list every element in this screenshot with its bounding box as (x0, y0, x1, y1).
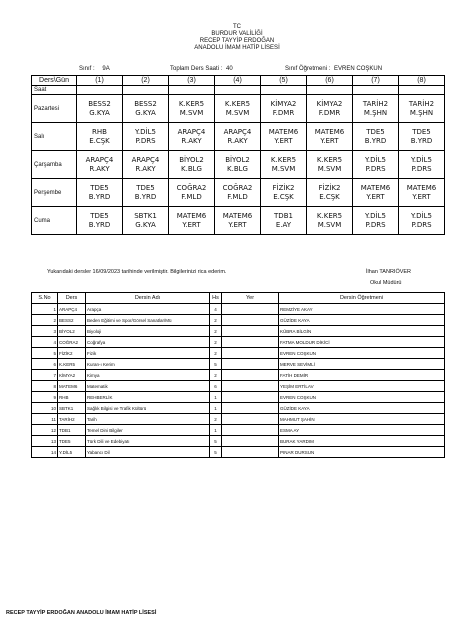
lesson-name: Türk Dili ve Edebiyatı (86, 436, 210, 447)
timetable-cell (215, 151, 261, 179)
lesson-hours: 2 (210, 414, 222, 425)
lesson-code: TDE5 (136, 183, 155, 192)
col-header-code: Ders (58, 293, 86, 304)
table-row (32, 315, 445, 326)
header-tc: TC (233, 24, 241, 30)
period-header: (6) (307, 76, 353, 86)
lesson-code: KİMYA2 (58, 370, 86, 381)
lesson-code: BESS2 (58, 315, 86, 326)
lesson-teacher: EVREN COŞKUN (279, 392, 445, 403)
lesson-name: Sağlık Bilgisi ve Trafik Kültürü (86, 403, 210, 414)
timetable-cell (261, 151, 307, 179)
lesson-code: TDB1 (58, 425, 86, 436)
teacher-code: M.SVM (317, 164, 342, 173)
teacher-code: Y.ERT (320, 136, 339, 145)
teacher-code: P.DRS (135, 136, 156, 145)
lesson-code: ARAPÇ4 (223, 127, 252, 136)
teacher-code: M.SVM (271, 164, 296, 173)
lesson-teacher: MAHMUT ŞAHİN (279, 414, 445, 425)
lesson-code: SBTK1 (58, 403, 86, 414)
lesson-code: MATEM6 (268, 127, 299, 136)
timetable-cell (399, 207, 445, 235)
header-school-name-2: ANADOLU İMAM HATİP LİSESİ (194, 45, 280, 51)
teacher-code: E.CŞK (319, 192, 340, 201)
row-number: 1 (32, 304, 58, 315)
teacher-code: P.DRS (365, 220, 386, 229)
class-teacher-label: Sınıf Öğretmeni : (285, 66, 331, 72)
lesson-name: Tarih (86, 414, 210, 425)
lesson-room (222, 414, 279, 425)
lesson-code: TDE5 (90, 211, 109, 220)
timetable-cell (123, 207, 169, 235)
lesson-teacher: MERVE SEVİMLİ (279, 359, 445, 370)
teacher-code: F.MLD (227, 192, 248, 201)
table-row (32, 348, 445, 359)
row-number: 6 (32, 359, 58, 370)
table-row (32, 403, 445, 414)
timetable-cell (353, 123, 399, 151)
lesson-hours: 6 (210, 381, 222, 392)
teacher-code: B.YRD (364, 136, 387, 145)
lesson-code: ARAPÇ4 (177, 127, 206, 136)
lesson-room (222, 381, 279, 392)
total-hours-value: 40 (226, 66, 233, 72)
teacher-code: M.SVM (179, 108, 204, 117)
class-value: 9A (102, 66, 110, 72)
lesson-code: FİZİK2 (58, 348, 86, 359)
day-label: Çarşamba (32, 151, 77, 179)
lesson-room (222, 447, 279, 458)
row-number: 14 (32, 447, 58, 458)
teacher-code: Y.ERT (366, 192, 385, 201)
lesson-room (222, 326, 279, 337)
row-number: 9 (32, 392, 58, 403)
lesson-hours: 1 (210, 425, 222, 436)
header-governorship: BURDUR VALİLİĞİ (211, 31, 263, 37)
timetable-cell (215, 123, 261, 151)
timetable-cell (215, 95, 261, 123)
assignment-note: Yukarıdaki dersler 16/09/2023 tarihinde verilmiştir. Bilgilerinizi rica ederim. (47, 269, 227, 275)
period-header: (5) (261, 76, 307, 86)
col-header-hours: Hs (210, 293, 222, 304)
lesson-code: SBTK1 (134, 211, 157, 220)
period-header: (3) (169, 76, 215, 86)
row-number: 2 (32, 315, 58, 326)
timetable-cell (169, 123, 215, 151)
lesson-hours: 5 (210, 447, 222, 458)
lesson-room (222, 304, 279, 315)
timetable-cell (261, 207, 307, 235)
period-header: (8) (399, 76, 445, 86)
table-row (32, 381, 445, 392)
timetable-cell (261, 95, 307, 123)
teacher-code: R.AKY (181, 136, 202, 145)
lesson-teacher: KÜBRA BİLGİN (279, 326, 445, 337)
day-label: Salı (32, 123, 77, 151)
lesson-code: TARİH2 (362, 99, 389, 108)
teacher-code: Y.ERT (182, 220, 201, 229)
lesson-code: COĞRA2 (222, 183, 253, 192)
row-number: 5 (32, 348, 58, 359)
lesson-name: Matematik (86, 381, 210, 392)
lesson-code: Y.DİL5 (58, 447, 86, 458)
teacher-code: G.KYA (89, 108, 110, 117)
lesson-code: BİYOL2 (179, 155, 204, 164)
teacher-code: F.DMR (318, 108, 341, 117)
table-row (32, 370, 445, 381)
timetable-cell (261, 123, 307, 151)
lesson-list-table (31, 292, 445, 458)
lesson-room (222, 436, 279, 447)
lesson-code: K.KER5 (178, 99, 205, 108)
table-row (32, 414, 445, 425)
timetable-cell (77, 123, 123, 151)
teacher-code: E.AY (275, 220, 292, 229)
lesson-name: Kimya (86, 370, 210, 381)
lesson-code: TARİH2 (408, 99, 435, 108)
table-row (32, 326, 445, 337)
lesson-name: Temel Dini Bilgiler (86, 425, 210, 436)
table-row (32, 304, 445, 315)
timetable-cell (77, 151, 123, 179)
lesson-hours: 4 (210, 304, 222, 315)
col-header-no: S.No (32, 293, 58, 304)
timetable-cell (215, 207, 261, 235)
timetable-cell (399, 179, 445, 207)
lesson-code: RHB (58, 392, 86, 403)
timetable-cell (215, 179, 261, 207)
total-hours-info (170, 66, 233, 72)
timetable-day-row (32, 123, 445, 151)
timetable-cell (399, 151, 445, 179)
hour-label: Saat (32, 86, 77, 95)
teacher-code: Y.ERT (412, 192, 431, 201)
timetable-day-row (32, 179, 445, 207)
lesson-code: FİZİK2 (318, 183, 341, 192)
lesson-room (222, 403, 279, 414)
teacher-code: P.DRS (411, 220, 432, 229)
class-info (79, 66, 110, 72)
timetable-cell (169, 179, 215, 207)
day-label: Cuma (32, 207, 77, 235)
timetable-corner: Ders\Gün (32, 76, 77, 86)
teacher-code: K.BLG (181, 164, 202, 173)
teacher-code: Y.ERT (274, 136, 293, 145)
lesson-hours: 5 (210, 359, 222, 370)
lesson-code: MATEM6 (58, 381, 86, 392)
lesson-hours: 1 (210, 403, 222, 414)
lesson-code: K.KER5 (270, 155, 297, 164)
timetable-cell (169, 95, 215, 123)
lesson-teacher: YEŞİM ERTİLAV (279, 381, 445, 392)
lesson-code: MATEM6 (176, 211, 207, 220)
lesson-room (222, 425, 279, 436)
timetable-cell (123, 151, 169, 179)
lesson-code: KİMYA2 (270, 99, 297, 108)
principal-name: İlhan TANRIÖVER (366, 269, 412, 275)
timetable-day-row (32, 151, 445, 179)
teacher-code: E.CŞK (89, 136, 110, 145)
lesson-name: REHBERLİK (86, 392, 210, 403)
timetable-cell (307, 207, 353, 235)
footer-school-name: RECEP TAYYİP ERDOĞAN ANADOLU İMAM HATİP LİSESİ (6, 610, 157, 616)
timetable-cell (261, 179, 307, 207)
timetable-cell (307, 179, 353, 207)
teacher-code: F.DMR (272, 108, 295, 117)
total-hours-label: Toplam Ders Saati : (170, 66, 223, 72)
lesson-code: Y.DİL5 (411, 155, 432, 164)
teacher-code: B.YRD (88, 192, 111, 201)
lesson-code: Y.DİL5 (411, 211, 432, 220)
lesson-code: BİYOL2 (58, 326, 86, 337)
lesson-code: K.KER5 (316, 211, 343, 220)
table-row (32, 337, 445, 348)
class-teacher-info (285, 66, 382, 72)
lesson-code: Y.DİL5 (135, 127, 156, 136)
lesson-code: KİMYA2 (316, 99, 343, 108)
lesson-code: TDE5 (90, 183, 109, 192)
teacher-code: M.SVM (317, 220, 342, 229)
lesson-code: COĞRA2 (58, 337, 86, 348)
teacher-code: Y.ERT (228, 220, 247, 229)
lesson-code: TDE5 (412, 127, 431, 136)
lesson-room (222, 348, 279, 359)
teacher-code: R.AKY (135, 164, 156, 173)
period-header: (4) (215, 76, 261, 86)
day-label: Perşembe (32, 179, 77, 207)
row-number: 11 (32, 414, 58, 425)
lesson-name: Fizik (86, 348, 210, 359)
timetable-cell (77, 179, 123, 207)
lesson-code: TDE5 (58, 436, 86, 447)
row-number: 10 (32, 403, 58, 414)
lesson-code: COĞRA2 (176, 183, 207, 192)
teacher-code: M.ŞHN (363, 108, 388, 117)
class-label: Sınıf : (79, 66, 95, 72)
lesson-code: RHB (92, 127, 107, 136)
teacher-code: P.DRS (411, 164, 432, 173)
timetable-cell (353, 151, 399, 179)
teacher-code: M.SVM (225, 108, 250, 117)
col-header-teacher: Dersin Öğretmeni (279, 293, 445, 304)
timetable-cell (353, 207, 399, 235)
lesson-hours: 2 (210, 370, 222, 381)
teacher-code: G.KYA (135, 108, 156, 117)
lesson-teacher: GÜZİDE KAYA (279, 315, 445, 326)
table-row (32, 392, 445, 403)
lesson-code: ARAPÇ4 (85, 155, 114, 164)
lesson-code: ARAPÇ4 (58, 304, 86, 315)
timetable-cell (307, 123, 353, 151)
lesson-name: Biyoloji (86, 326, 210, 337)
lesson-teacher: FATİH DEMİR (279, 370, 445, 381)
header-school-name-1: RECEP TAYYİP ERDOĞAN (199, 38, 275, 44)
lesson-code: K.KER5 (58, 359, 86, 370)
principal-title: Okul Müdürü (370, 280, 402, 286)
lesson-code: BESS2 (134, 99, 157, 108)
lesson-hours: 2 (210, 337, 222, 348)
lesson-teacher: ESMA AY (279, 425, 445, 436)
timetable-cell (399, 123, 445, 151)
lesson-code: BİYOL2 (225, 155, 250, 164)
teacher-code: B.YRD (88, 220, 111, 229)
table-row (32, 436, 445, 447)
table-row (32, 425, 445, 436)
teacher-code: F.MLD (181, 192, 202, 201)
row-number: 4 (32, 337, 58, 348)
lesson-code: ARAPÇ4 (131, 155, 160, 164)
lesson-teacher: PINAR DURSUN (279, 447, 445, 458)
lesson-room (222, 370, 279, 381)
row-number: 12 (32, 425, 58, 436)
timetable-cell (77, 95, 123, 123)
lesson-code: MATEM6 (222, 211, 253, 220)
lesson-name: Yabancı Dil (86, 447, 210, 458)
teacher-code: M.ŞHN (409, 108, 434, 117)
teacher-code: P.DRS (365, 164, 386, 173)
timetable-cell (123, 95, 169, 123)
table-row (32, 359, 445, 370)
timetable-cell (353, 95, 399, 123)
timetable-cell (307, 151, 353, 179)
lesson-code: TARİH2 (58, 414, 86, 425)
period-header: (2) (123, 76, 169, 86)
timetable-cell (353, 179, 399, 207)
class-teacher-value: EVREN COŞKUN (334, 66, 383, 72)
lesson-code: TDE5 (366, 127, 385, 136)
lesson-name: Kuran-ı Kerim (86, 359, 210, 370)
lesson-teacher: GÜZİDE KAYA (279, 403, 445, 414)
lesson-name: Coğrafya (86, 337, 210, 348)
row-number: 7 (32, 370, 58, 381)
lesson-name: Beden Eğitimi ve Spor/Görsel Sanatlar/Mü (86, 315, 210, 326)
timetable-cell (77, 207, 123, 235)
lesson-teacher: BURAK YARDIM (279, 436, 445, 447)
timetable-day-row (32, 95, 445, 123)
teacher-code: E.CŞK (273, 192, 294, 201)
teacher-code: K.BLG (227, 164, 248, 173)
lesson-code: MATEM6 (360, 183, 391, 192)
timetable-cell (307, 95, 353, 123)
lesson-hours: 5 (210, 436, 222, 447)
timetable-cell (123, 179, 169, 207)
lesson-teacher: REMZİYE AKAY (279, 304, 445, 315)
period-header: (1) (77, 76, 123, 86)
row-number: 8 (32, 381, 58, 392)
lesson-hours: 1 (210, 392, 222, 403)
timetable-cell (123, 123, 169, 151)
table-row (32, 447, 445, 458)
lesson-code: K.KER5 (224, 99, 251, 108)
period-header: (7) (353, 76, 399, 86)
lesson-hours: 2 (210, 326, 222, 337)
lesson-teacher: FATMA MOLDUR DİKİCİ (279, 337, 445, 348)
lesson-teacher: EVREN COŞKUN (279, 348, 445, 359)
timetable-cell (169, 207, 215, 235)
row-number: 13 (32, 436, 58, 447)
teacher-code: R.AKY (89, 164, 110, 173)
lesson-code: FİZİK2 (272, 183, 295, 192)
weekly-timetable (31, 75, 445, 235)
lesson-room (222, 337, 279, 348)
lesson-room (222, 315, 279, 326)
day-label: Pazartesi (32, 95, 77, 123)
col-header-room: Yer (222, 293, 279, 304)
col-header-lesson-name: Dersin Adı (86, 293, 210, 304)
timetable-cell (169, 151, 215, 179)
lesson-code: Y.DİL5 (365, 155, 386, 164)
lesson-hours: 2 (210, 315, 222, 326)
lesson-code: BESS2 (88, 99, 111, 108)
lesson-room (222, 392, 279, 403)
timetable-day-row (32, 207, 445, 235)
lesson-code: MATEM6 (314, 127, 345, 136)
lesson-code: TDB1 (274, 211, 293, 220)
lesson-hours: 2 (210, 348, 222, 359)
teacher-code: R.AKY (227, 136, 248, 145)
lesson-room (222, 359, 279, 370)
lesson-name: Arapça (86, 304, 210, 315)
lesson-code: K.KER5 (316, 155, 343, 164)
lesson-code: MATEM6 (406, 183, 437, 192)
teacher-code: B.YRD (410, 136, 433, 145)
row-number: 3 (32, 326, 58, 337)
lesson-code: Y.DİL5 (365, 211, 386, 220)
timetable-cell (399, 95, 445, 123)
teacher-code: B.YRD (134, 192, 157, 201)
teacher-code: G.KYA (135, 220, 156, 229)
